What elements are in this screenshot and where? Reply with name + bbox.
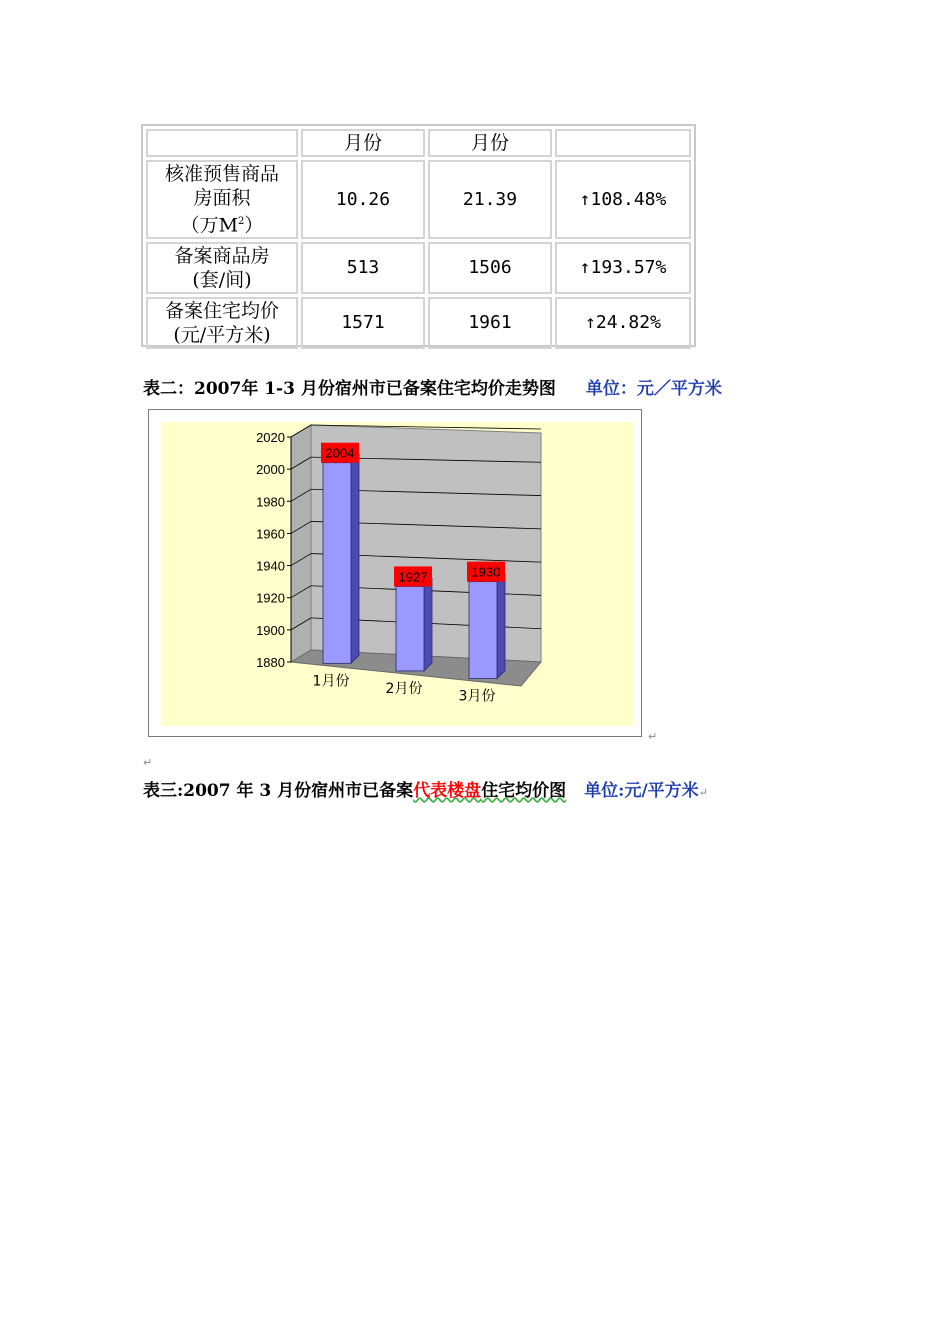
- bar-side: [424, 578, 432, 670]
- stats-table: [141, 124, 696, 347]
- y-tick-label: 2020: [256, 430, 285, 445]
- x-category-label: 1月份: [312, 673, 350, 690]
- row-label-line: 备案住宅均价: [164, 300, 279, 323]
- bar-side: [351, 455, 359, 664]
- row-label-line: 房面积: [193, 187, 251, 209]
- chart-caption-unit: 单位：元／平方米: [585, 379, 722, 399]
- y-tick-label: 1960: [256, 526, 285, 542]
- data-label: 2004: [325, 445, 355, 461]
- row-label-line: 核准预售商品: [164, 163, 279, 185]
- y-tick-label: 1880: [256, 655, 285, 670]
- table-header-row: [146, 129, 691, 157]
- caption-three-highlight: 代表楼盘: [413, 781, 482, 801]
- change-cell: ↑108.48%: [555, 160, 691, 239]
- row-label: [146, 160, 298, 239]
- row-label-part: （万M: [180, 214, 239, 237]
- header-cell-change: [555, 129, 691, 157]
- row-label: [146, 297, 298, 349]
- row-label-line: 备案商品房: [174, 245, 270, 268]
- bar-chart: [149, 410, 643, 738]
- chart-caption: [143, 374, 722, 399]
- header-cell-month-2: 月份: [428, 129, 552, 157]
- header-cell-month-1: 月份: [301, 129, 425, 157]
- row-label: [146, 242, 298, 294]
- header-cell: [146, 129, 298, 157]
- table-cell: 1961: [428, 297, 552, 349]
- y-tick-label: 1920: [256, 590, 285, 606]
- table-row: [146, 297, 691, 349]
- data-label: 1930: [471, 564, 501, 580]
- data-label: 1927: [398, 569, 428, 585]
- row-label-part: ）: [244, 214, 264, 237]
- change-cell: ↑193.57%: [555, 242, 691, 294]
- table-cell: 513: [301, 242, 425, 294]
- y-tick-label: 1900: [256, 622, 285, 638]
- bar-side: [497, 574, 505, 679]
- bar: [323, 463, 351, 664]
- table-cell: 21.39: [428, 160, 552, 239]
- paragraph-mark-icon: ↵: [698, 786, 708, 799]
- table-cell: 1571: [301, 297, 425, 349]
- x-category-label: 3月份: [458, 688, 496, 705]
- y-tick-label: 1980: [256, 494, 285, 510]
- table-row: [146, 160, 691, 239]
- caption-three-prefix: 表三:2007 年 3 月份宿州市已备案: [143, 781, 414, 801]
- superscript: 2: [238, 216, 245, 227]
- caption-three: [143, 776, 708, 801]
- table-cell: 10.26: [301, 160, 425, 239]
- side-wall: [291, 425, 311, 662]
- x-category-label: 2月份: [385, 680, 423, 697]
- table-row: [146, 242, 691, 294]
- chart-caption-title: 表二：2007年 1-3 月份宿州市已备案住宅均价走势图: [143, 379, 556, 399]
- paragraph-mark-icon: ↵: [648, 730, 658, 743]
- bar: [469, 582, 497, 679]
- bar: [396, 586, 424, 670]
- row-label-line: [148, 210, 296, 237]
- caption-three-suffix: 住宅均价图: [481, 781, 567, 801]
- paragraph-mark-icon: ↵: [143, 756, 153, 769]
- caption-three-unit: 单位:元/平方米: [584, 781, 699, 801]
- row-label-line: (套/间): [192, 269, 252, 292]
- row-label-line: (元/平方米): [173, 324, 271, 347]
- y-tick-label: 1940: [256, 558, 285, 574]
- chart-frame: [148, 409, 642, 737]
- change-cell: ↑24.82%: [555, 297, 691, 349]
- y-tick-label: 2000: [256, 462, 285, 478]
- table-cell: 1506: [428, 242, 552, 294]
